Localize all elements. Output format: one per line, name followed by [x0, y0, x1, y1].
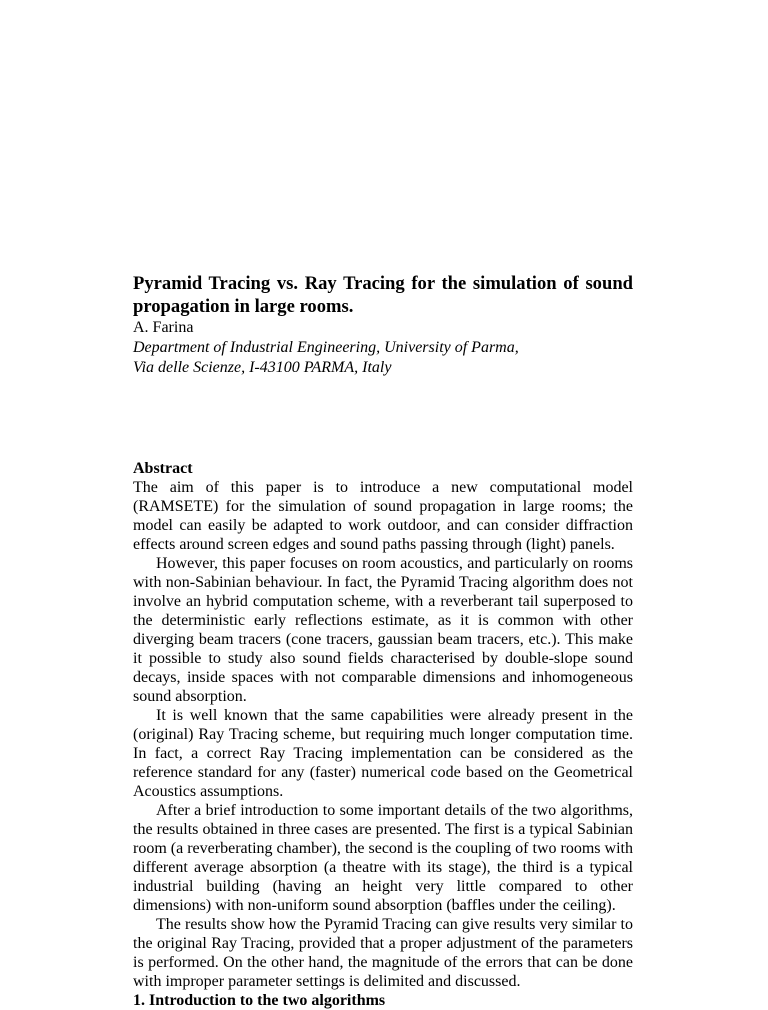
abstract-paragraph-1: The aim of this paper is to introduce a new computational model (RAMSETE) for the simulation of sound propagation in large rooms; the model can easily be adapted to work outdoor, and can consider diffraction effects around screen edges and sound paths passing through (light) panels. [133, 479, 633, 553]
abstract-paragraph-3: It is well known that the same capabilities were already present in the (original) Ray Tracing scheme, but requiring much longer computation time. In fact, a correct Ray Tracing implementation can be considered as the reference standard for any (faster) numerical code based on the Geometrical Acoustics assumptions. [133, 707, 633, 800]
abstract-paragraph-5: The results show how the Pyramid Tracing can give results very similar to the original Ray Tracing, provided that a proper adjustment of the parameters is performed. On the other hand, the magnitude of the errors that can be done with improper parameter settings is delimited and discussed. [133, 916, 633, 990]
abstract-section [133, 459, 633, 1010]
abstract-paragraph-4: After a brief introduction to some important details of the two algorithms, the results obtained in three cases are presented. The first is a typical Sabinian room (a reverberating chamber), the second is the coupling of two rooms with different average absorption (a theatre with its stage), the third is a typical industrial building (having an height very little compared to other dimensions) with non-uniform sound absorption (baffles under the ceiling). [133, 802, 633, 914]
affiliation-address: Via delle Scienze, I-43100 PARMA, Italy [133, 359, 392, 376]
section-heading-introduction: 1. Introduction to the two algorithms [133, 992, 386, 1009]
abstract-heading: Abstract [133, 460, 193, 477]
author-block [133, 318, 633, 378]
affiliation-department: Department of Industrial Engineering, University of Parma, [133, 339, 519, 356]
paper-title: Pyramid Tracing vs. Ray Tracing for the simulation of sound propagation in large rooms. [133, 273, 633, 317]
abstract-paragraph-2: However, this paper focuses on room acoustics, and particularly on rooms with non-Sabinian behaviour. In fact, the Pyramid Tracing algorithm does not involve an hybrid computation scheme, with a reverberant tail superposed to the deterministic early reflections estimate, as it is common with other diverging beam tracers (cone tracers, gaussian beam tracers, etc.). This make it possible to study also sound fields characterised by double-slope sound decays, inside spaces with not comparable dimensions and inhomogeneous sound absorption. [133, 555, 633, 705]
author-name: A. Farina [133, 319, 194, 336]
